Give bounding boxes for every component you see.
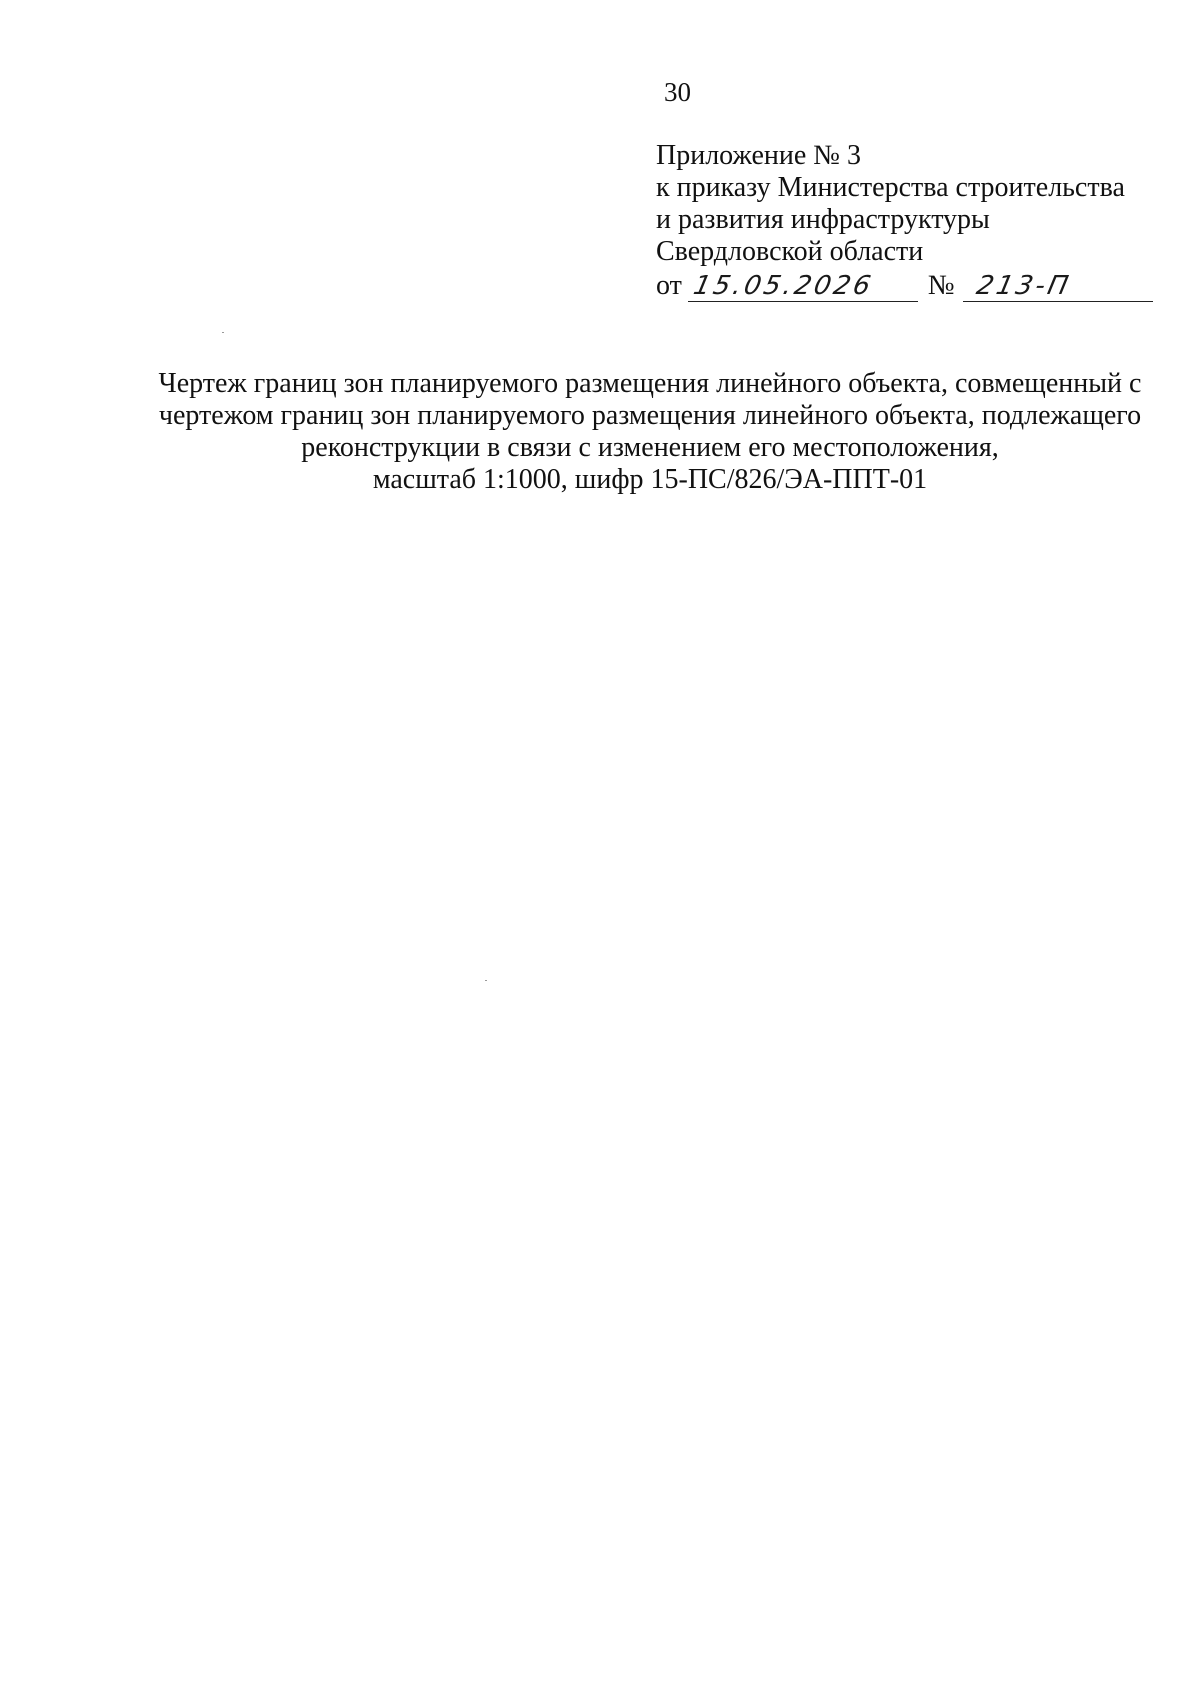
appendix-order-line: к приказу Министерства строительства: [656, 172, 1125, 203]
date-prefix: от: [656, 270, 682, 301]
title-line-2: чертежом границ зон планируемого размещения линейного объекта, подлежащего: [158, 400, 1142, 431]
page-number: 30: [664, 77, 691, 107]
date-field: [688, 271, 918, 302]
appendix-header: [656, 140, 1156, 302]
number-field: [963, 271, 1153, 302]
order-date-number-line: [656, 268, 1156, 302]
scan-speck: [222, 332, 224, 333]
number-prefix: №: [927, 270, 955, 301]
title-line-1: Чертеж границ зон планируемого размещения линейного объекта, совмещенный с: [158, 368, 1142, 399]
appendix-ministry-line: и развития инфраструктуры: [656, 204, 990, 235]
title-line-3: реконструкции в связи с изменением его местоположения,: [301, 432, 999, 463]
document-title: [120, 368, 1180, 496]
appendix-title: Приложение № 3: [656, 140, 861, 171]
scan-speck: [485, 980, 487, 981]
handwritten-number: 213-П: [973, 271, 1074, 301]
title-line-4: масштаб 1:1000, шифр 15-ПС/826/ЭА-ППТ-01: [372, 464, 928, 495]
handwritten-date: 15.05.2026: [690, 271, 876, 301]
appendix-region-line: Свердловской области: [656, 236, 924, 267]
